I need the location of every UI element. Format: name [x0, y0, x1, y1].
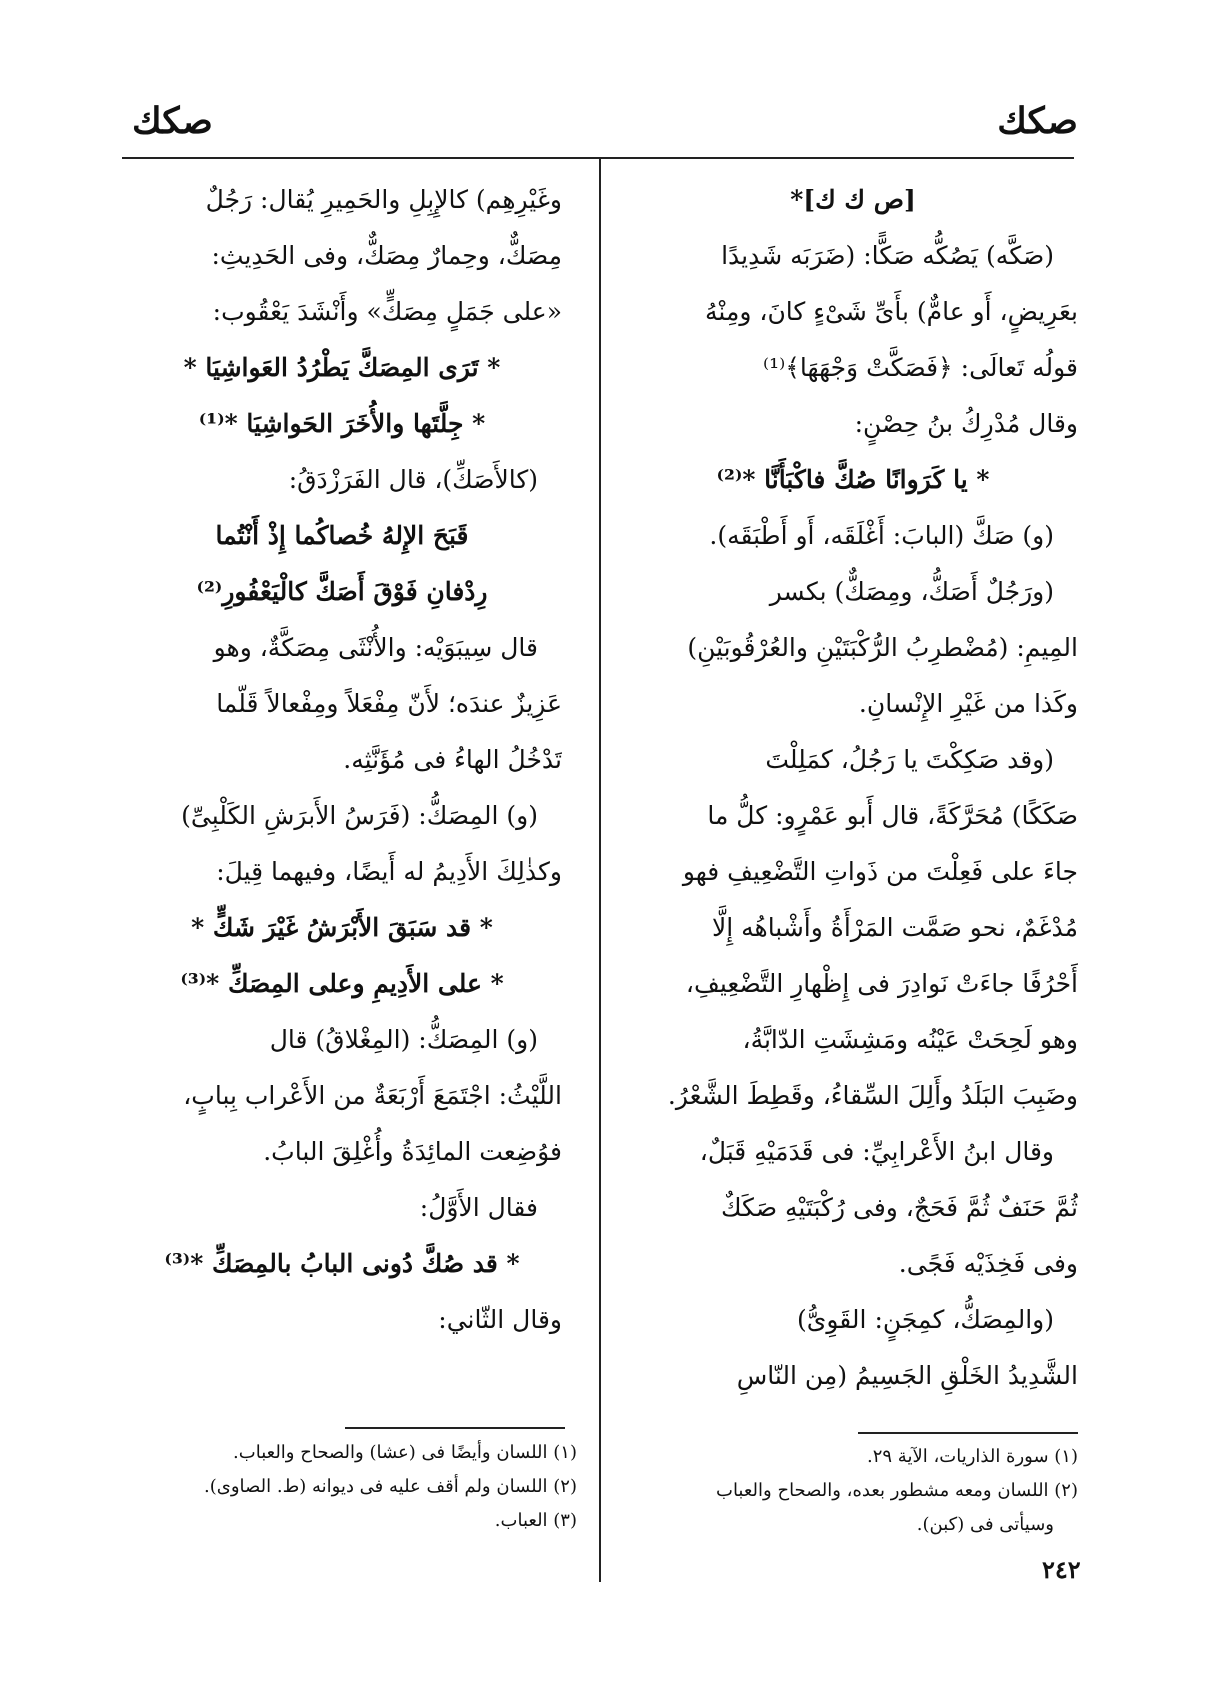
header-rule	[122, 157, 1074, 159]
text-line: عَزِيزٌ عندَه؛ لأَنّ مِفْعَلاً ومِفْعالاً قَلّما	[216, 689, 562, 718]
text-line: الشَّدِيدُ الخَلْقِ الجَسِيمُ (مِن النّاسِ	[736, 1361, 1078, 1390]
text-line: (و) صَكَّ (البابَ: أَغْلَقَه، أَو أَطْبَقَه).	[709, 521, 1054, 550]
verse-line: * قد سَبَقَ الأَبْرَشُ غَيْرَ شَكٍّ *	[191, 913, 493, 942]
footnotes-left	[122, 1436, 577, 1538]
text-line: ثُمَّ حَنَفٌ ثُمَّ فَحَجٌ، وفى رُكْبَتَيْهِ صَكَكٌ	[720, 1193, 1078, 1222]
footnotes-right	[623, 1440, 1078, 1542]
text-line: «على جَمَلٍ مِصَكٍّ» وأَنْشَدَ يَعْقُوب:	[212, 297, 562, 326]
column-divider	[599, 157, 601, 1582]
page-number: ٢٤٢	[1042, 1555, 1081, 1584]
verse-line: * جِلَّتَها والأُخَرَ الحَواشِيَا *⁽¹⁾	[198, 409, 486, 438]
footnote: (١) سورة الذاريات، الآية ٢٩.	[867, 1446, 1078, 1467]
text-line: اللَّيْثُ: اجْتَمَعَ أَرْبَعَةٌ من الأَعْراب بِبابٍ،	[183, 1081, 562, 1110]
verse-line: * تَرَى المِصَكَّ يَطْرُدُ العَواشِيَا *	[183, 353, 501, 382]
text-line: (ورَجُلٌ أَصَكُّ، ومِصَكٌّ) بكسر	[769, 577, 1054, 606]
text-line: المِيمِ: (مُضْطرِبُ الرُّكْبَتَيْنِ والعُرْقُوبَيْنِ)	[687, 633, 1078, 662]
footnote: وسيأتى فى (كبن).	[916, 1514, 1054, 1535]
footnote-rule-left	[345, 1427, 565, 1429]
text-line: وكَذا من غَيْرِ الإِنْسانِ.	[858, 689, 1078, 718]
text-line: (و) المِصَكُّ: (المِغْلاقُ) قال	[269, 1025, 538, 1054]
text-line: وكذٰلِكَ الأَدِيمُ له أَيضًا، وفيهما قِيلَ:	[216, 857, 562, 886]
right-column	[628, 172, 1078, 1404]
text-line: فقال الأَوَّلُ:	[419, 1193, 538, 1222]
text-line: (وقد صَكِكْتَ يا رَجُلُ، كمَلِلْتَ	[765, 745, 1054, 774]
text-line: مُدْغَمٌ، نحو صَمَّت المَرْأَةُ وأَشْباهُه إِلَّا	[711, 913, 1078, 942]
text-line: وفى فَخِذَيْه فَجًى.	[898, 1249, 1078, 1278]
text-line: أَحْرُفًا جاءَتْ نَوادِرَ فى إِظْهارِ التَّضْعِيفِ،	[685, 969, 1078, 998]
running-header-right: صكك	[997, 100, 1078, 142]
verse-line: * يا كَرَوانًا صُكَّ فاكْبَأَنَّا *⁽²⁾	[716, 465, 990, 494]
text-line: (و) المِصَكُّ: (فَرَسُ الأَبرَشِ الكَلْبِىِّ)	[181, 801, 538, 830]
left-column	[122, 172, 562, 1348]
verse-line: * على الأَدِيمِ وعلى المِصَكِّ *⁽³⁾	[180, 969, 504, 998]
footnote: (١) اللسان وأيضًا فى (عشا) والصحاح والعباب.	[233, 1442, 577, 1463]
text-line: وضَبِبَ البَلَدُ وأَلِلَ السِّقاءُ، وقَطِطَ الشَّعْرُ.	[667, 1081, 1078, 1110]
text-line: فوُضِعت المائِدَةُ وأُغْلِقَ البابُ.	[263, 1137, 562, 1166]
text-line: وقال الثّاني:	[438, 1305, 562, 1334]
text-line: وغَيْرِهِم) كالإِبِلِ والحَمِيرِ يُقال: رَجُلٌ	[205, 185, 562, 214]
running-header-left: صكك	[132, 100, 213, 142]
footnote: (٣) العباب.	[494, 1510, 577, 1531]
text-line: (والمِصَكُّ، كمِجَنٍ: القَوِىُّ)	[797, 1305, 1054, 1334]
text-line: (صَكَّه) يَصُكُّه صَكًّا: (ضَرَبَه شَدِيدًا	[721, 241, 1054, 270]
text-line: مِصَكٌّ، وحِمارٌ مِصَكٌّ، وفى الحَدِيثِ:	[211, 241, 562, 270]
text-line: وهو لَحِحَتْ عَيْنُه ومَشِشَتِ الدّابَّةُ،	[742, 1025, 1078, 1054]
text-line: قولُه تَعالَى: ﴿فَصَكَّتْ وَجْهَهَا﴾⁽¹⁾	[762, 353, 1078, 382]
verse-line: رِدْفانِ فَوْقَ أَصَكَّ كالْيَعْفُورِ⁽²⁾	[196, 577, 488, 606]
text-line: صَكَكًا) مُحَرَّكَةً، قال أَبو عَمْرٍو: كلُّ ما	[707, 801, 1078, 830]
footnote-rule-right	[858, 1432, 1078, 1434]
entry-heading: [ص ك ك]*	[790, 185, 916, 214]
text-line: بعَرِيضٍ، أَو عامٌّ) بأَىِّ شَىْءٍ كانَ، ومِنْهُ	[705, 297, 1078, 326]
footnote: (٢) اللسان ولم أقف عليه فى ديوانه (ط. الصاوى).	[204, 1476, 577, 1497]
text-line: تَدْخُلُ الهاءُ فى مُؤَنَّثِه.	[343, 745, 562, 774]
verse-line: قَبَحَ الإِلهُ خُصاكُما إِذْ أَنْتُما	[215, 521, 469, 550]
text-line: وقال ابنُ الأَعْرابِيِّ: فى قَدَمَيْهِ قَبَلٌ،	[699, 1137, 1054, 1166]
text-line: قال سِيبَوَيْه: والأُنْثَى مِصَكَّةٌ، وهو	[213, 633, 538, 662]
footnote: (٢) اللسان ومعه مشطور بعده، والصحاح والعباب	[716, 1480, 1078, 1501]
text-line: وقال مُدْرِكُ بنُ حِصْنٍ:	[854, 409, 1078, 438]
text-line: (كالأَصَكِّ)، قال الفَرَزْدَقُ:	[288, 465, 538, 494]
text-line: جاءَ على فَعِلْتَ من ذَواتِ التَّضْعِيفِ فهو	[682, 857, 1078, 886]
verse-line: * قد صُكَّ دُونى البابُ بالمِصَكِّ *⁽³⁾	[164, 1249, 520, 1278]
